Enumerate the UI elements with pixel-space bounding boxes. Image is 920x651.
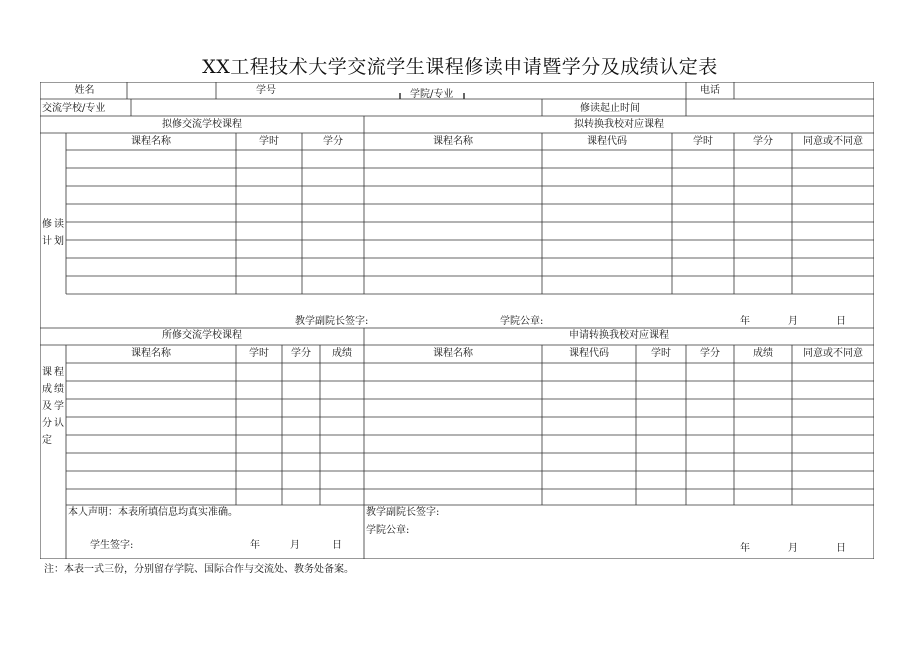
- student-date-year: 年: [250, 540, 260, 551]
- plan-vice-dean-signature: 教学副院长签字:: [295, 316, 369, 327]
- credit-col-grade: 成绩: [332, 348, 352, 359]
- credit-col-course-name: 课程名称: [131, 348, 171, 359]
- plan-right-header: 拟转换我校对应课程: [574, 119, 664, 130]
- label-study-period: 修读起止时间: [580, 103, 640, 114]
- plan-side-label-2: 计划: [42, 236, 66, 247]
- label-college-major: 学院/专业: [410, 89, 454, 100]
- plan-college-seal: 学院公章:: [500, 316, 544, 327]
- plan-col-credits: 学分: [323, 136, 343, 147]
- form-title: XX工程技术大学交流学生课程修读申请暨学分及成绩认定表: [202, 56, 718, 78]
- credit-col-our-course-name: 课程名称: [433, 348, 473, 359]
- credit-side-label-3: 及学: [42, 401, 66, 412]
- credit-date-day: 日: [836, 543, 846, 554]
- plan-col-our-course-name: 课程名称: [433, 136, 473, 147]
- credit-col-approval: 同意或不同意: [803, 348, 863, 359]
- credit-side-label-2: 成绩: [42, 384, 66, 395]
- credit-date-month: 月: [788, 543, 798, 554]
- credit-right-header: 申请转换我校对应课程: [569, 330, 669, 341]
- application-form-table: [40, 82, 874, 559]
- plan-col-approval: 同意或不同意: [803, 136, 863, 147]
- plan-col-course-name: 课程名称: [131, 136, 171, 147]
- footnote: 注：本表一式三份，分别留存学院、国际合作与交流处、教务处备案。: [44, 564, 354, 575]
- credit-col-our-hours: 学时: [651, 348, 671, 359]
- credit-side-label-5: 定: [42, 435, 54, 446]
- label-student-id: 学号: [256, 85, 276, 96]
- student-signature: 学生签字:: [90, 540, 134, 551]
- plan-date-month: 月: [788, 316, 798, 327]
- student-declaration: 本人声明：本表所填信息均真实准确。: [68, 507, 238, 518]
- plan-col-our-hours: 学时: [693, 136, 713, 147]
- credit-col-our-grade: 成绩: [753, 348, 773, 359]
- label-phone: 电话: [700, 85, 720, 96]
- label-name: 姓名: [74, 85, 95, 96]
- credit-col-hours: 学时: [249, 348, 269, 359]
- plan-date-year: 年: [740, 316, 750, 327]
- plan-col-course-code: 课程代码: [587, 136, 627, 147]
- credit-date-year: 年: [740, 543, 750, 554]
- label-exchange-school-major: 交流学校/专业: [42, 103, 106, 114]
- plan-date-day: 日: [836, 316, 846, 327]
- credit-col-our-credits: 学分: [700, 348, 720, 359]
- credit-college-seal: 学院公章:: [366, 525, 410, 536]
- credit-left-header: 所修交流学校课程: [162, 330, 242, 341]
- student-date-month: 月: [290, 540, 300, 551]
- credit-col-credits: 学分: [291, 348, 311, 359]
- credit-vice-dean-signature: 教学副院长签字:: [366, 507, 440, 518]
- plan-col-hours: 学时: [259, 136, 279, 147]
- student-date-day: 日: [332, 540, 342, 551]
- plan-side-label-1: 修读: [42, 219, 66, 230]
- credit-col-course-code: 课程代码: [569, 348, 609, 359]
- credit-side-label-4: 分认: [42, 418, 66, 429]
- credit-side-label-1: 课程: [42, 367, 66, 378]
- plan-col-our-credits: 学分: [753, 136, 773, 147]
- plan-left-header: 拟修交流学校课程: [162, 119, 242, 130]
